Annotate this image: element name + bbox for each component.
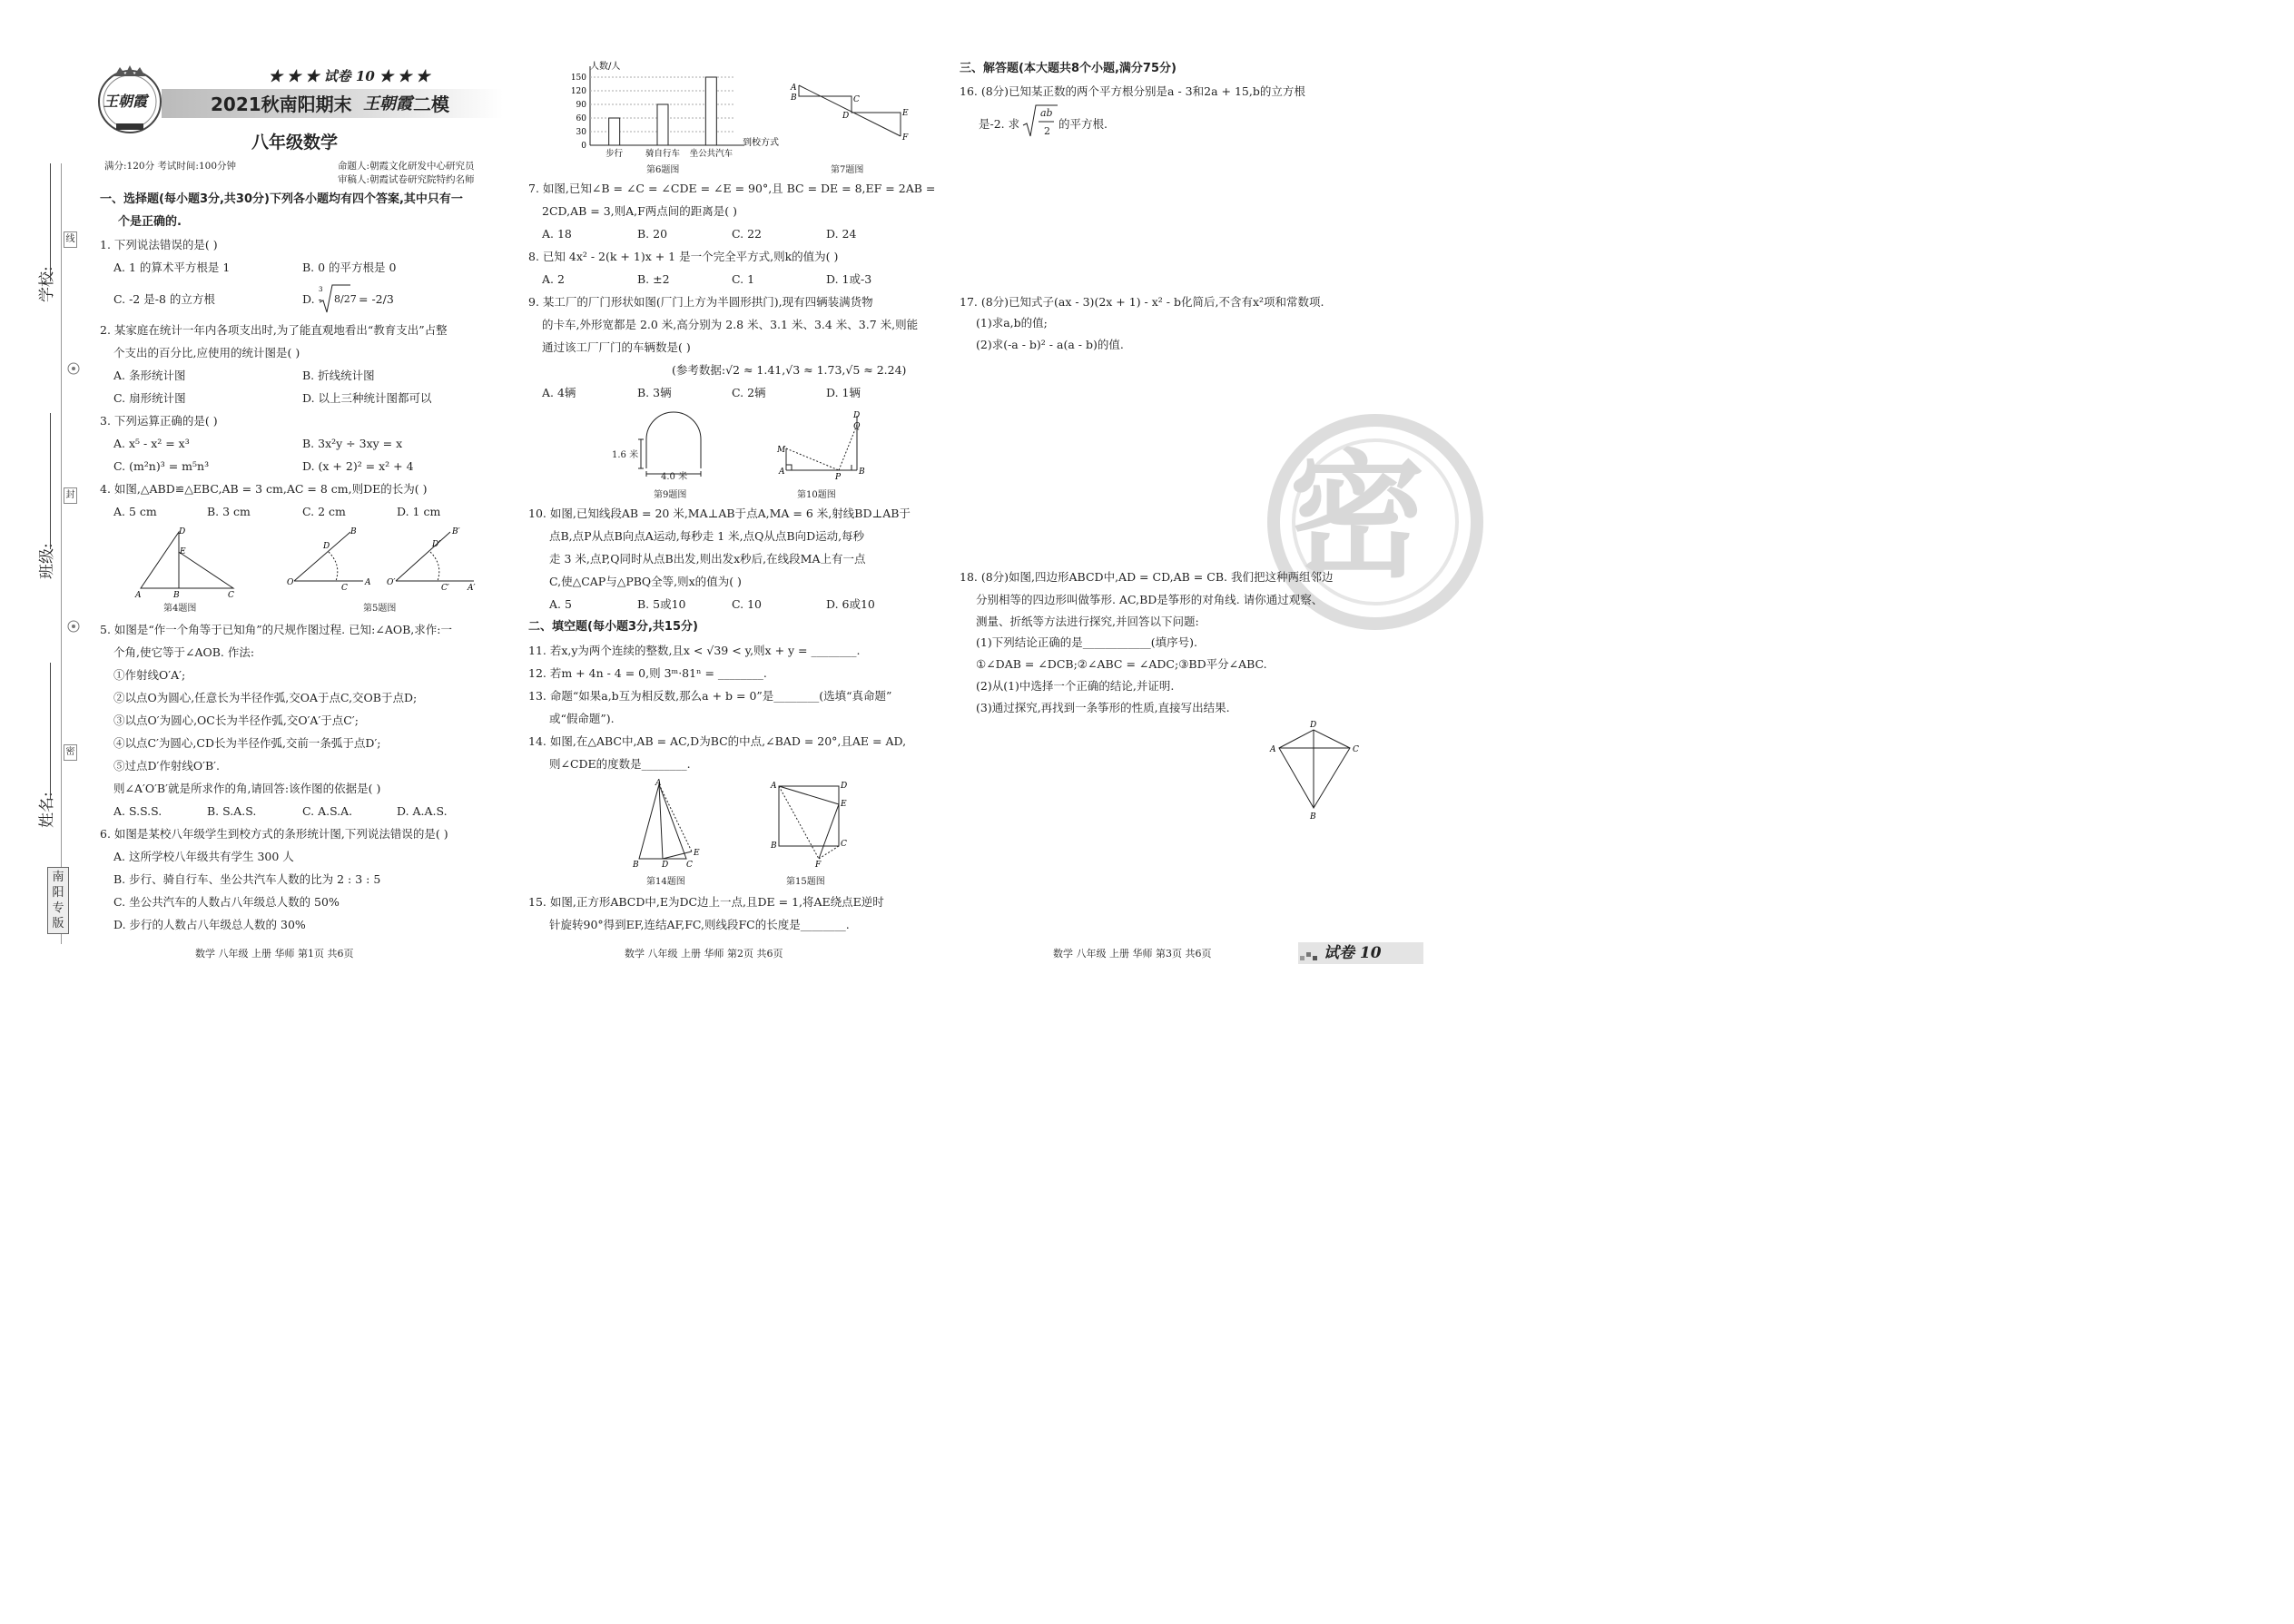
q18-stem-cont: 分别相等的四边形叫做筝形. AC,BD是筝形的对角线. 请你通过观察、 [976,593,1324,606]
q14-stem: 14. 如图,在△ABC中,AB = AC,D为BC的中点,∠BAD = 20°,且AE = AD, [528,734,907,748]
q15-stem: 15. 如图,正方形ABCD中,E为DC边上一点,且DE = 1,将AE绕点E逆时 [528,895,884,909]
reviewer-line: 审稿人:朝霞试卷研究院特约名师 [338,174,475,185]
q15-stem-cont: 针旋转90°得到EF,连结AF,FC,则线段FC的长度是________. [549,918,850,931]
q6-option-c: C. 坐公共汽车的人数占八年级总人数的 50% [113,895,340,909]
q10-stem: 10. 如图,已知线段AB = 20 米,MA⊥AB于点A,MA = 6 米,射线BD⊥AB于 [528,507,911,520]
q12-stem: 12. 若m + 4n - 4 = 0,则 3ᵐ·81ⁿ = ________. [528,666,767,680]
svg-text:A: A [365,578,371,587]
binding-mark-1: 线 [64,231,77,248]
chart-ytick-label: 30 [576,128,586,137]
binding-ornament-2 [66,619,81,637]
score-time: 满分:120分 考试时间:100分钟 [104,161,236,172]
q9-option-d: D. 1辆 [826,386,861,399]
q6-caption: 第6题图 [646,165,680,175]
q7-option-a: A. 18 [542,227,572,241]
q13-stem: 13. 命题“如果a,b互为相反数,那么a + b = 0”是________(选填“真命题” [528,689,892,703]
subject-title: 八年级数学 [251,133,339,153]
svg-text:C: C [1353,745,1359,754]
q5-step-3: ③以点O′为圆心,OC长为半径作弧,交O′A′于点C′; [113,714,359,727]
svg-text:B: B [791,94,797,103]
q10-option-a: A. 5 [549,597,572,611]
author-line: 命题人:朝霞文化研发中心研究员 [338,161,475,172]
q4-option-a: A. 5 cm [113,505,157,518]
q18-kite-figure [1266,717,1366,828]
q11-stem: 11. 若x,y为两个连续的整数,且x < √39 < y,则x + y = ________. [528,644,861,657]
q16-stem-pre: 是-2. 求 [979,117,1020,131]
svg-text:D: D [323,542,330,551]
svg-text:F: F [902,133,909,143]
svg-text:B′: B′ [452,527,460,536]
section1-title-cont: 个是正确的. [118,215,182,229]
chart-xlabel-1: 到校方式 [743,138,779,148]
q16-frac-den: 2 [1044,125,1050,137]
svg-text:D: D [179,527,186,536]
q14-stem-cont: 则∠CDE的度数是________. [549,757,691,771]
svg-text:A: A [771,782,777,791]
binding-mark-3: 密 [64,744,77,761]
q10-option-b: B. 5或10 [637,597,686,611]
q17-part-1: (1)求a,b的值; [976,316,1048,330]
section3-title: 三、解答题(本大题共8个小题,满分75分) [960,62,1177,75]
q7-option-d: D. 24 [826,227,857,241]
chart-ytick-label: 0 [581,142,586,151]
q4-figure [132,525,245,603]
q18-part-3: (3)通过探究,再找到一条筝形的性质,直接写出结果. [976,701,1230,714]
q9-stem-cont: 的卡车,外形宽都是 2.0 米,高分别为 2.8 米、3.1 米、3.4 米、3.7 米,则能 [542,318,919,331]
svg-text:A: A [779,468,785,477]
q3-option-d: D. (x + 2)² = x² + 4 [302,459,414,473]
q18-part-1: (1)下列结论正确的是____________(填序号). [976,635,1197,649]
name-label: 姓名: [38,792,56,828]
svg-text:A: A [1270,745,1276,754]
q5-option-c: C. A.S.A. [302,804,353,818]
svg-text:E: E [180,547,186,556]
q1-option-d-radicand: 8/27 [334,293,357,305]
q16-stem-post: 的平方根. [1058,117,1108,131]
q15-caption: 第15题图 [786,877,825,887]
q5-step-4: ④以点C′为圆心,CD长为半径作弧,交前一条弧于点D′; [113,736,381,750]
q3-option-c: C. (m²n)³ = m⁵n³ [113,459,210,473]
chart-ytick-label: 150 [570,74,586,83]
svg-text:D: D [841,782,848,791]
q5-caption: 第5题图 [363,604,397,614]
footer-page-1: 数学 八年级 上册 华师 第1页 共6页 [195,948,354,960]
school-label: 学校: [38,266,56,302]
q8-stem: 8. 已知 4x² - 2(k + 1)x + 1 是一个完全平方式,则k的值为( ) [528,250,839,263]
svg-text:3: 3 [319,286,323,293]
q16-frac-num: ab [1040,107,1053,119]
svg-text:C: C [841,840,847,849]
q7-option-c: C. 22 [732,227,762,241]
q17-part-2: (2)求(-a - b)² - a(a - b)的值. [976,338,1124,351]
q17-stem: 17. (8分)已知式子(ax - 3)(2x + 1) - x² - b化简后,不含有x²项和常数项. [960,295,1324,309]
binding-mark-2: 封 [64,487,77,504]
q4-option-b: B. 3 cm [207,505,251,518]
q9-width-label: 4.0 米 [661,472,688,482]
q2-stem: 2. 某家庭在统计一年内各项支出时,为了能直观地看出“教育支出”占整 [100,323,448,337]
q3-option-b: B. 3x²y ÷ 3xy = x [302,437,403,450]
q8-option-b: B. ±2 [637,272,670,286]
q5-option-a: A. S.S.S. [113,804,162,818]
svg-text:D′: D′ [432,540,441,549]
q6-option-a: A. 这所学校八年级共有学生 300 人 [113,850,294,863]
chart-ytick-label: 120 [570,87,586,96]
svg-text:D: D [842,112,850,121]
q4-option-c: C. 2 cm [302,505,346,518]
q1-option-b: B. 0 的平方根是 0 [302,261,397,274]
q4-caption: 第4题图 [163,604,197,614]
svg-text:C: C [228,591,234,600]
q10-stem-cont3: C,使△CAP与△PBQ全等,则x的值为( ) [549,575,742,588]
q1-option-c: C. -2 是-8 的立方根 [113,292,215,306]
q1-option-a: A. 1 的算术平方根是 1 [113,261,231,274]
q5-option-d: D. A.A.S. [397,804,448,818]
svg-text:B: B [771,842,777,851]
q3-stem: 3. 下列运算正确的是( ) [100,414,218,428]
q6-option-b: B. 步行、骑自行车、坐公共汽车人数的比为 2 : 3 : 5 [113,872,381,886]
q5-stem: 5. 如图是“作一个角等于已知角”的尺规作图过程. 已知:∠AOB,求作:一 [100,623,452,636]
q2-option-b: B. 折线统计图 [302,369,375,382]
svg-text:C: C [341,584,348,593]
q7-stem: 7. 如图,已知∠B = ∠C = ∠CDE = ∠E = 90°,且 BC = DE = 8,EF = 2AB = [528,182,936,195]
svg-text:B: B [633,861,639,870]
q9-height-label: 1.6 米 [612,450,639,460]
q2-option-a: A. 条形统计图 [113,369,186,382]
q3-option-a: A. x⁵ - x² = x³ [113,437,190,450]
school-underline [50,163,52,281]
q5-option-b: B. S.A.S. [207,804,257,818]
svg-text:B: B [1310,812,1316,822]
q14-caption: 第14题图 [646,877,685,887]
q10-option-c: C. 10 [732,597,762,611]
svg-text:C: C [853,95,860,104]
svg-text:A′: A′ [468,584,476,593]
q9-option-b: B. 3辆 [637,386,672,399]
q6-option-d: D. 步行的人数占八年级总人数的 30% [113,918,306,931]
chart-ylabel: 人数/人 [590,62,621,72]
q5-figure [281,525,481,603]
exam-title-post: 二模 [413,94,449,115]
footer-page-3: 数学 八年级 上册 华师 第3页 共6页 [1053,948,1212,960]
exam-title-brand: 王朝霞 [363,94,412,113]
q18-stem: 18. (8分)如图,四边形ABCD中,AD = CD,AB = CB. 我们把这种两组邻边 [960,570,1334,584]
q18-part-1-options: ①∠DAB = ∠DCB;②∠ABC = ∠ADC;③BD平分∠ABC. [976,657,1267,671]
q15-figure [768,777,859,871]
chart-category-label: 坐公共汽车 [689,149,733,159]
q4-option-d: D. 1 cm [397,505,441,518]
footer-page-2: 数学 八年级 上册 华师 第2页 共6页 [625,948,783,960]
q5-step-1: ①作射线O′A′; [113,668,186,682]
q9-stem: 9. 某工厂的厂门形状如图(厂门上方为半圆形拱门),现有四辆装满货物 [528,295,873,309]
q1-option-d-rhs: = -2/3 [359,292,394,306]
svg-text:A: A [791,84,797,93]
q9-option-a: A. 4辆 [542,386,576,399]
name-underline [50,663,52,799]
stamp-glyph: 密 [1289,438,1426,596]
q16-stem: 16. (8分)已知某正数的两个平方根分别是a - 3和2a + 15,b的立方根 [960,84,1305,98]
svg-text:P: P [835,473,842,482]
q10-caption: 第10题图 [797,490,836,500]
q5-step-5: ⑤过点D′作射线O′B′. [113,759,220,773]
q8-option-a: A. 2 [542,272,565,286]
chart-category-label: 骑自行车 [645,149,681,159]
q10-stem-cont2: 走 3 米,点P,Q同时从点B出发,则出发x秒后,在线段MA上有一点 [549,552,866,566]
svg-text:C′: C′ [441,584,449,593]
q4-stem: 4. 如图,△ABD≌△EBC,AB = 3 cm,AC = 8 cm,则DE的长为( ) [100,482,428,496]
q1-stem: 1. 下列说法错误的是( ) [100,238,218,251]
q2-option-c: C. 扇形统计图 [113,391,186,405]
q10-option-d: D. 6或10 [826,597,875,611]
q2-option-d: D. 以上三种统计图都可以 [302,391,432,405]
svg-text:F: F [815,861,822,870]
svg-text:A: A [135,591,142,600]
region-label: 南阳专版 [47,867,69,934]
q6-bar-chart [554,59,779,167]
q18-stem-cont2: 测量、折纸等方法进行探究,并回答以下问题: [976,615,1199,628]
q9-option-c: C. 2辆 [732,386,766,399]
chart-category-label: 步行 [605,149,624,159]
q9-reference: (参考数据:√2 ≈ 1.41,√3 ≈ 1.73,√5 ≈ 2.24) [672,363,907,377]
svg-text:C: C [686,861,693,870]
q2-stem-cont: 个支出的百分比,应使用的统计图是( ) [113,346,300,359]
section2-title: 二、填空题(每小题3分,共15分) [528,620,698,634]
svg-text:B: B [173,591,180,600]
chart-ytick-label: 60 [576,114,586,123]
q9-stem-cont2: 通过该工厂厂门的车辆数是( ) [542,340,691,354]
q8-option-c: C. 1 [732,272,755,286]
chart-bar [705,77,716,145]
svg-text:D: D [1310,721,1317,730]
q10-figure [773,408,873,487]
svg-text:A: A [655,779,662,788]
section1-title: 一、选择题(每小题3分,共30分)下列各小题均有四个答案,其中只有一 [100,192,463,206]
q7-stem-cont: 2CD,AB = 3,则A,F两点间的距离是( ) [542,204,738,218]
q13-stem-cont: 或“假命题”). [549,712,615,725]
svg-text:Q: Q [853,422,861,431]
svg-text:E: E [694,849,700,858]
logo-text: 王朝霞 [103,93,148,110]
q1-option-d-prefix: D. - [302,292,322,306]
footer-tag: 试卷 10 [1324,944,1382,962]
svg-text:D: D [853,411,861,420]
q9-caption: 第9题图 [654,490,687,500]
q6-stem: 6. 如图是某校八年级学生到校方式的条形统计图,下列说法错误的是( ) [100,827,448,841]
q7-option-b: B. 20 [637,227,668,241]
q18-part-2: (2)从(1)中选择一个正确的结论,并证明. [976,679,1175,693]
svg-text:E: E [902,109,909,118]
footer-tag-dots [1300,948,1320,965]
svg-text:O: O [287,578,294,587]
svg-text:B: B [350,527,357,536]
svg-text:M: M [777,446,786,455]
chart-bar [657,104,668,145]
svg-text:D: D [662,861,669,870]
binding-ornament-1 [66,361,81,379]
q8-option-d: D. 1或-3 [826,272,872,286]
chart-ytick-label: 90 [576,101,586,110]
chart-bar [609,118,620,145]
q14-figure [628,777,710,871]
svg-text:E: E [841,800,847,809]
q10-stem-cont: 点B,点P从点B向点A运动,每秒走 1 米,点Q从点B向D运动,每秒 [549,529,865,543]
svg-text:B: B [859,468,865,477]
q5-step-2: ②以点O为圆心,任意长为半径作弧,交OA于点C,交OB于点D; [113,691,418,704]
q7-figure [788,80,911,147]
svg-text:O′: O′ [387,578,396,587]
class-underline [50,413,52,549]
exam-title-pre: 2021秋南阳期末 [211,94,352,115]
exam-badge: ★ ★ ★ 试卷 10 ★ ★ ★ [269,68,430,84]
q5-stem-cont: 个角,使它等于∠AOB. 作法: [113,645,255,659]
class-label: 班级: [38,543,56,579]
binding-line [61,163,63,944]
q7-caption: 第7题图 [831,165,864,175]
q5-question: 则∠A′O′B′就是所求作的角,请回答:该作图的依据是( ) [113,782,381,795]
